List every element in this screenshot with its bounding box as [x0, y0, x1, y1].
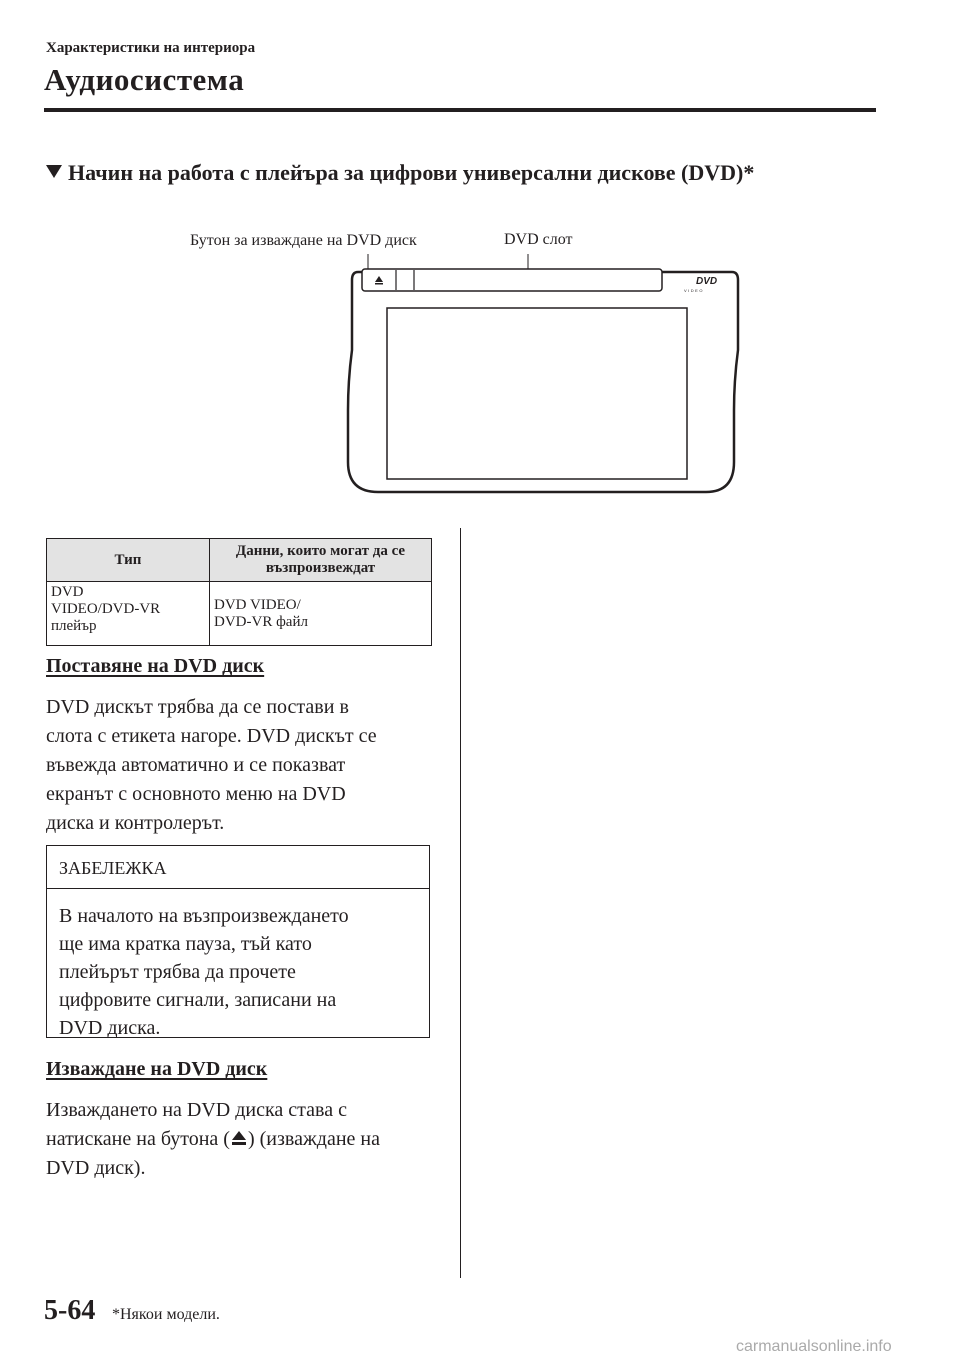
text-line: DVD дискът трябва да се постави в: [46, 696, 349, 718]
header-rule: [44, 108, 876, 112]
page-number: 5-64: [44, 1295, 96, 1326]
svg-text:DVD: DVD: [696, 276, 718, 287]
type-line: DVD: [51, 584, 84, 600]
dvd-unit-illustration: [330, 250, 760, 500]
table-header-row: [47, 539, 432, 582]
text-line: [46, 1125, 446, 1154]
text-line: въвежда автоматично и се показват: [46, 754, 346, 776]
eject-icon: [230, 1129, 248, 1147]
data-line: DVD VIDEO/: [214, 596, 301, 613]
section-title: [46, 160, 754, 186]
insert-paragraph: [46, 693, 446, 838]
dvd-slot: [362, 269, 662, 291]
table-header-data: Данни, които могат да се възпроизвеждат: [210, 539, 432, 582]
type-line: VIDEO/DVD-VR: [51, 601, 161, 617]
note-body: [59, 902, 419, 1042]
note-box: [46, 845, 430, 1038]
eject-button-label: Бутон за изваждане на DVD диск: [190, 232, 417, 249]
eject-heading: Изваждане на DVD диск: [46, 1058, 268, 1080]
footnote: *Някои модели.: [112, 1306, 220, 1323]
text-line: В началото на възпроизвеждането: [59, 905, 349, 927]
chapter-title: Аудиосистема: [44, 62, 245, 97]
table-header-type: Тип: [47, 539, 210, 582]
text-line: DVD диска.: [59, 1017, 161, 1039]
table-row: [47, 582, 432, 646]
text-line: екранът с основното меню на DVD: [46, 783, 346, 805]
text-line: Изваждането на DVD диска става с: [46, 1099, 347, 1121]
playable-data-table: [46, 538, 432, 646]
text-line: слота с етикета нагоре. DVD дискът се: [46, 725, 377, 747]
watermark: carmanualsonline.info: [736, 1338, 892, 1355]
text-line: DVD диск).: [46, 1157, 146, 1179]
dvd-slot-label: DVD слот: [504, 231, 573, 248]
svg-text:VIDEO: VIDEO: [684, 288, 704, 293]
insert-heading: Поставяне на DVD диск: [46, 655, 265, 677]
column-divider: [460, 528, 461, 1278]
text-line: цифровите сигнали, записани на: [59, 989, 337, 1011]
section-title-text: Начин на работа с плейъра за цифрови универсални дискове (DVD)*: [68, 160, 755, 185]
text-line: диска и контролерът.: [46, 812, 225, 834]
data-line: DVD-VR файл: [214, 613, 308, 630]
breadcrumb: Характеристики на интериора: [46, 40, 256, 56]
table-cell-data: [210, 582, 432, 646]
dvd-screen: [387, 308, 687, 479]
table-cell-type: [47, 582, 210, 646]
eject-paragraph: [46, 1096, 446, 1183]
text-line: плейърът трябва да прочете: [59, 961, 296, 983]
type-line: плейър: [51, 618, 97, 634]
triangle-down-icon: [46, 165, 62, 178]
note-title: ЗАБЕЛЕЖКА: [47, 846, 429, 889]
text-fragment: ) (изваждане на: [247, 1128, 380, 1150]
text-line: ще има кратка пауза, тъй като: [59, 933, 312, 955]
text-fragment: натискане на бутона (: [46, 1128, 230, 1150]
